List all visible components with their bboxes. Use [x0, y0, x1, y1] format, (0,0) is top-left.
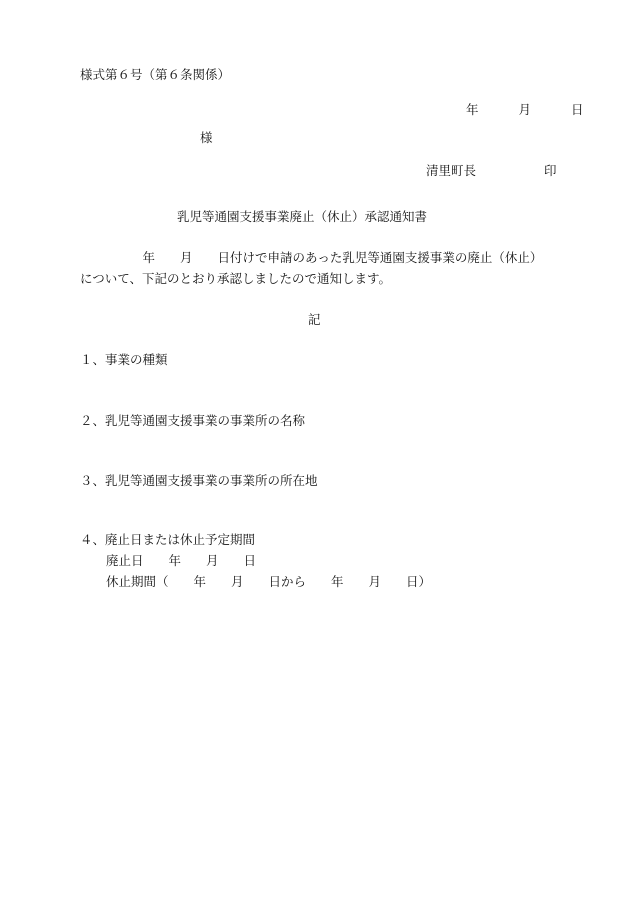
date-line: [458, 91, 584, 116]
seal-mark: 印: [543, 162, 557, 178]
item-business-type: １、事業の種類: [80, 352, 168, 367]
suspension-period-line: 休止期間（ 年 月 日から 年 月 日）: [106, 574, 432, 589]
item-abolition-or-suspension: ４、廃止日または休止予定期間: [80, 532, 256, 547]
body-text-line-1: 年 月 日付けで申請のあった乳児等通園支援事業の廃止（休止）: [80, 250, 543, 265]
date-month-label: 月: [518, 101, 531, 117]
sender-line: [418, 152, 556, 177]
date-year-label: 年: [465, 101, 479, 117]
sender-name: 清里町長: [425, 162, 476, 178]
document-title: 乳児等通園支援事業廃止（休止）承認通知書: [177, 209, 428, 224]
form-number: 様式第６号（第６条関係）: [80, 67, 231, 82]
item-facility-address: ３、乳児等通園支援事業の事業所の所在地: [80, 473, 318, 488]
item-facility-name: ２、乳児等通園支援事業の事業所の名称: [80, 413, 306, 428]
date-day-label: 日: [570, 101, 584, 117]
body-text-line-2: について、下記のとおり承認しましたので通知します。: [80, 271, 392, 286]
recipient-suffix: 様: [200, 130, 213, 145]
abolition-date-line: 廃止日 年 月 日: [106, 553, 257, 568]
ki-heading: 記: [308, 312, 321, 327]
